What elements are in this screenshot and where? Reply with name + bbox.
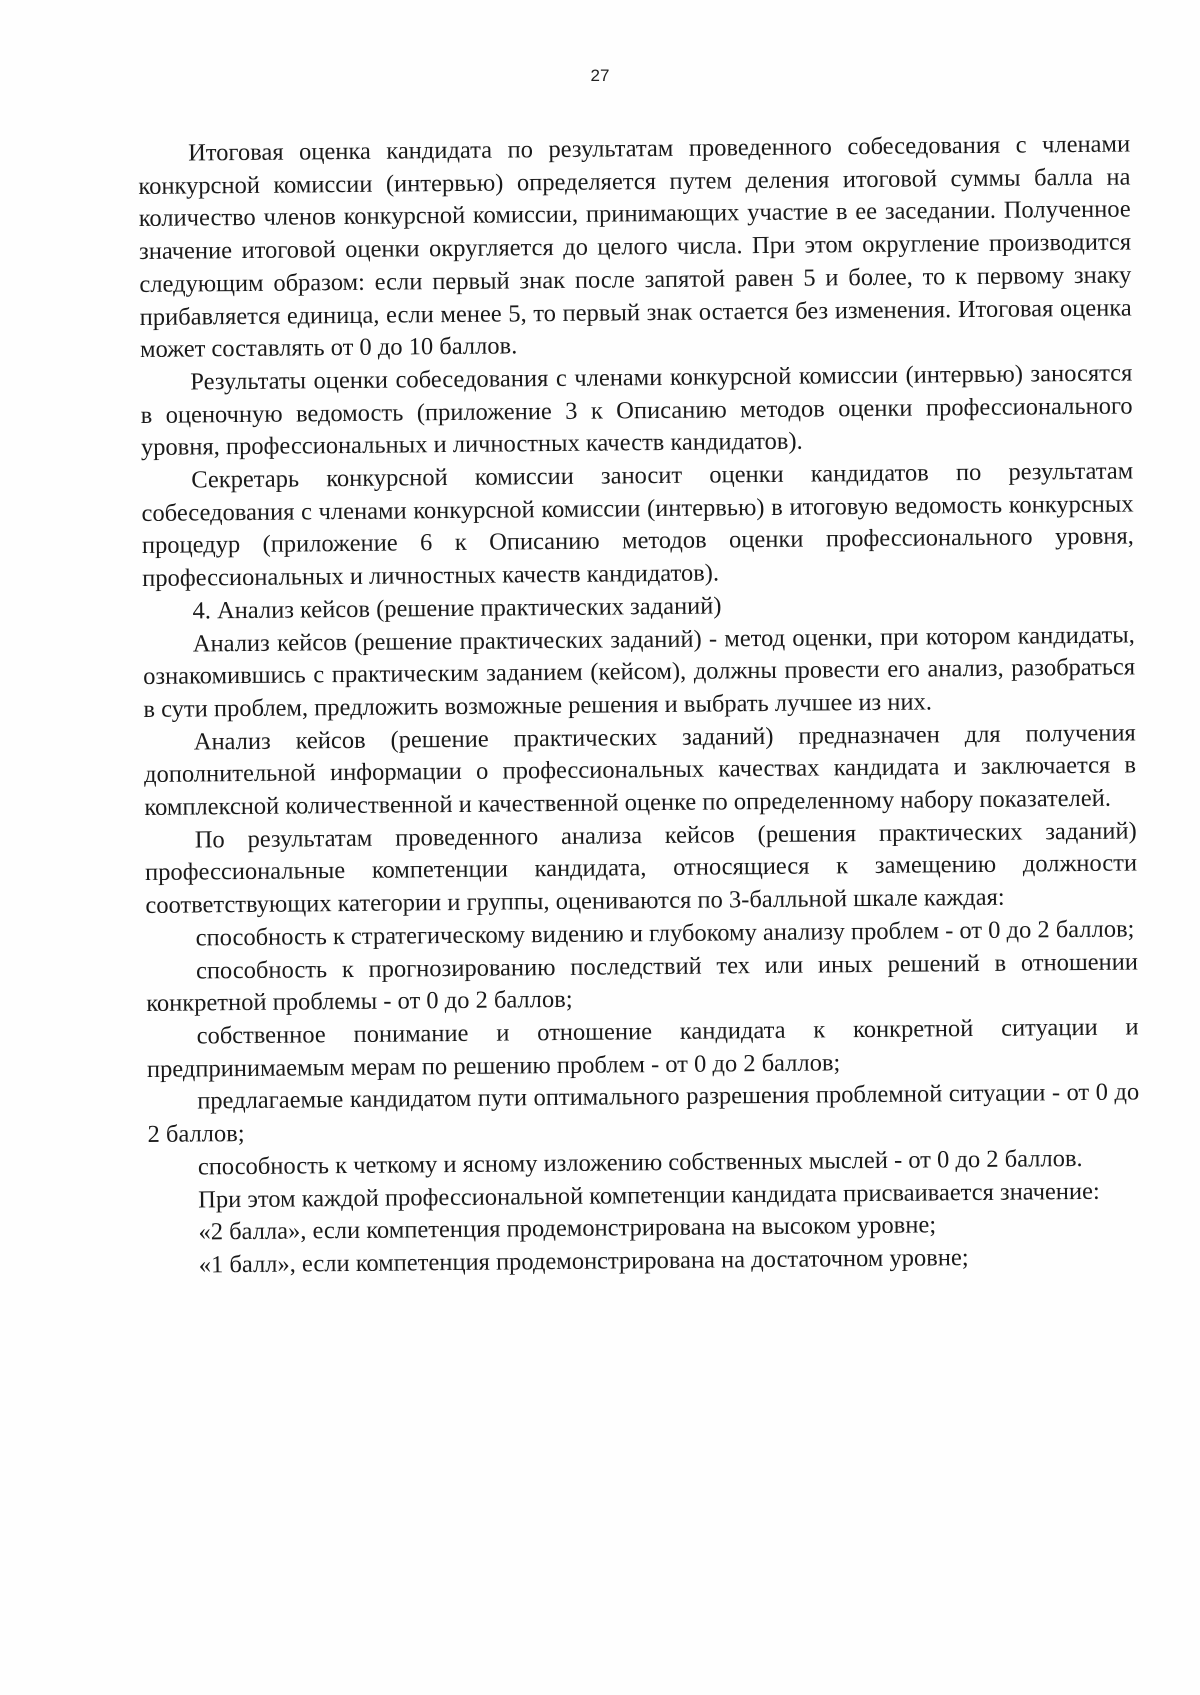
list-item-strategic-vision: способность к стратегическому видению и глубокому анализу проблем - от 0 до 2 баллов; bbox=[195, 915, 1135, 952]
list-item-resolution-paths: предлагаемые кандидатом пути оптимального разрешения проблемной ситуации - от 0 до 2 баллов; bbox=[147, 1078, 1140, 1149]
paragraph-secretary: Секретарь конкурсной комиссии заносит оценки кандидатов по результатам собеседования с членами конкурсной комиссии (интервью) в итоговую ведомость конкурсных процедур (приложение 6 к Описанию методов оценки профессионального уровня, профессиональных и личностных качеств кандидатов). bbox=[141, 457, 1134, 593]
section-heading-case-analysis: 4. Анализ кейсов (решение практических заданий) bbox=[192, 592, 722, 625]
list-item-own-understanding: собственное понимание и отношение кандидата к конкретной ситуации и предпринимаемым мерам по решению проблем - от 0 до 2 баллов; bbox=[146, 1013, 1139, 1083]
score-item-one-point: «1 балл», если компетенция продемонстрирована на достаточном уровне; bbox=[198, 1243, 969, 1279]
paragraph-results-sheet: Результаты оценки собеседования с членами конкурсной комиссии (интервью) заносятся в оценочную ведомость (приложение 3 к Описанию методов оценки профессионального уровня, профессиональных и личностных качеств кандидатов). bbox=[140, 359, 1133, 462]
list-item-forecasting: способность к прогнозированию последствий тех или иных решений в отношении конкретной проблемы - от 0 до 2 баллов; bbox=[146, 948, 1139, 1018]
paragraph-competency-scale: По результатам проведенного анализа кейсов (решения практических заданий) профессиональные компетенции кандидата, относящиеся к замещению должности соответствующих категории и группы, оцениваются по 3-балльной шкале каждая: bbox=[144, 817, 1138, 920]
paragraph-final-score: Итоговая оценка кандидата по результатам проведенного собеседования с членами конкурсной комиссии (интервью) определяется путем деления итоговой суммы балла на количество членов конкурсной комиссии, принимающих участие в ее заседании. Полученное значение итоговой оценки округляется до целого числа. При этом округление производится следующим образом: если первый знак после запятой равен 5 и более, то к первому знаку прибавляется единица, если менее 5, то первый знак остается без изменения. Итоговая оценка может составлять от 0 до 10 баллов. bbox=[138, 130, 1132, 364]
paragraph-case-method: Анализ кейсов (решение практических заданий) - метод оценки, при котором кандидаты, ознакомившись с практическим заданием (кейсом), должны провести его анализ, разобраться в сути проблем, предложить возможные решения и выбрать лучшее из них. bbox=[143, 621, 1136, 723]
page-number: 27 bbox=[590, 66, 610, 85]
document-body bbox=[138, 128, 1141, 1282]
paragraph-value-assignment: При этом каждой профессиональной компетенции кандидата присваивается значение: bbox=[198, 1177, 1100, 1213]
paragraph-case-purpose: Анализ кейсов (решение практических заданий) предназначен для получения дополнительной информации о профессиональных качествах кандидата и заключается в комплексной количественной и качественной оценке по определенному набору показателей. bbox=[143, 719, 1137, 822]
score-item-two-points: «2 балла», если компетенция продемонстрирована на высоком уровне; bbox=[198, 1211, 937, 1246]
list-item-clear-expression: способность к четкому и ясному изложению собственных мыслей - от 0 до 2 баллов. bbox=[197, 1144, 1083, 1181]
